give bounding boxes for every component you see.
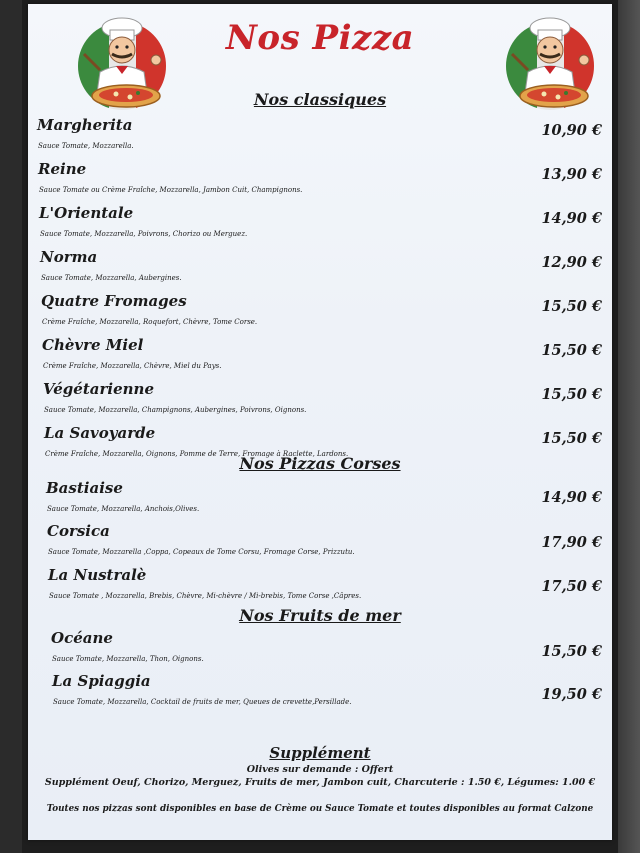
- supplement-extras: Supplément Oeuf, Chorizo, Merguez, Fruits de mer, Jambon cuit, Charcuterie : 1.50 €, Légumes: 1.00 €: [44, 777, 596, 788]
- item-description: Crème Fraîche, Mozzarella, Chèvre, Miel du Pays.: [43, 362, 222, 370]
- section-heading-classiques: Nos classiques: [253, 90, 387, 109]
- item-name: Végétarienne: [43, 380, 154, 398]
- item-price: 15,50 €: [541, 298, 602, 315]
- item-description: Sauce Tomate, Mozzarella, Cocktail de fruits de mer, Queues de crevette,Persillade.: [53, 698, 352, 706]
- menu-sheet: [28, 4, 612, 840]
- supplement-heading: Supplément: [269, 744, 371, 762]
- item-price: 19,50 €: [541, 686, 602, 703]
- section-heading-corses: Nos Pizzas Corses: [239, 454, 401, 473]
- item-price: 15,50 €: [541, 430, 602, 447]
- item-description: Sauce Tomate, Mozzarella, Aubergines.: [41, 274, 182, 282]
- item-price: 13,90 €: [541, 166, 602, 183]
- item-price: 14,90 €: [541, 210, 602, 227]
- item-description: Sauce Tomate, Mozzarella, Champignons, Aubergines, Poivrons, Oignons.: [44, 406, 307, 414]
- item-name: Norma: [40, 248, 98, 266]
- item-name: Océane: [51, 629, 113, 647]
- item-name: La Spiaggia: [52, 672, 151, 690]
- item-price: 10,90 €: [541, 122, 602, 139]
- menu-title: Nos Pizza: [225, 18, 415, 58]
- item-price: 17,50 €: [541, 578, 602, 595]
- item-price: 12,90 €: [541, 254, 602, 271]
- item-description: Sauce Tomate , Mozzarella, Brebis, Chèvre, Mi-chèvre / Mi-brebis, Tome Corse ,Câpres.: [49, 592, 362, 600]
- section-heading-fruits-de-mer: Nos Fruits de mer: [239, 606, 401, 625]
- item-price: 17,90 €: [541, 534, 602, 551]
- item-description: Crème Fraîche, Mozzarella, Oignons, Pomme de Terre, Fromage à Raclette, Lardons.: [45, 450, 349, 458]
- item-name: Reine: [38, 160, 87, 178]
- item-name: Corsica: [47, 522, 110, 540]
- item-price: 15,50 €: [541, 386, 602, 403]
- item-name: Bastiaise: [46, 479, 123, 497]
- item-name: Quatre Fromages: [41, 292, 187, 310]
- item-price: 15,50 €: [541, 342, 602, 359]
- item-name: Chèvre Miel: [42, 336, 144, 354]
- item-name: L'Orientale: [39, 204, 134, 222]
- item-description: Sauce Tomate, Mozzarella.: [38, 142, 134, 150]
- item-description: Crème Fraîche, Mozzarella, Roquefort, Chèvre, Tome Corse.: [42, 318, 258, 326]
- item-price: 14,90 €: [541, 489, 602, 506]
- item-description: Sauce Tomate, Mozzarella ,Coppa, Copeaux de Tome Corsu, Fromage Corse, Prizzutu.: [48, 548, 355, 556]
- item-price: 15,50 €: [541, 643, 602, 660]
- item-name: La Savoyarde: [44, 424, 156, 442]
- supplement-note: Toutes nos pizzas sont disponibles en base de Crème ou Sauce Tomate et toutes disponibles au format Calzone: [46, 804, 594, 814]
- item-description: Sauce Tomate, Mozzarella, Thon, Oignons.: [52, 655, 204, 663]
- background-edge: [618, 0, 640, 853]
- item-name: La Nustralè: [48, 566, 147, 584]
- item-description: Sauce Tomate ou Crème Fraîche, Mozzarella, Jambon Cuit, Champignons.: [39, 186, 303, 194]
- item-description: Sauce Tomate, Mozzarella, Anchois,Olives.: [47, 505, 200, 513]
- supplement-olives: Olives sur demande : Offert: [246, 764, 394, 775]
- item-description: Sauce Tomate, Mozzarella, Poivrons, Chorizo ou Merguez.: [40, 230, 248, 238]
- item-name: Margherita: [37, 116, 133, 134]
